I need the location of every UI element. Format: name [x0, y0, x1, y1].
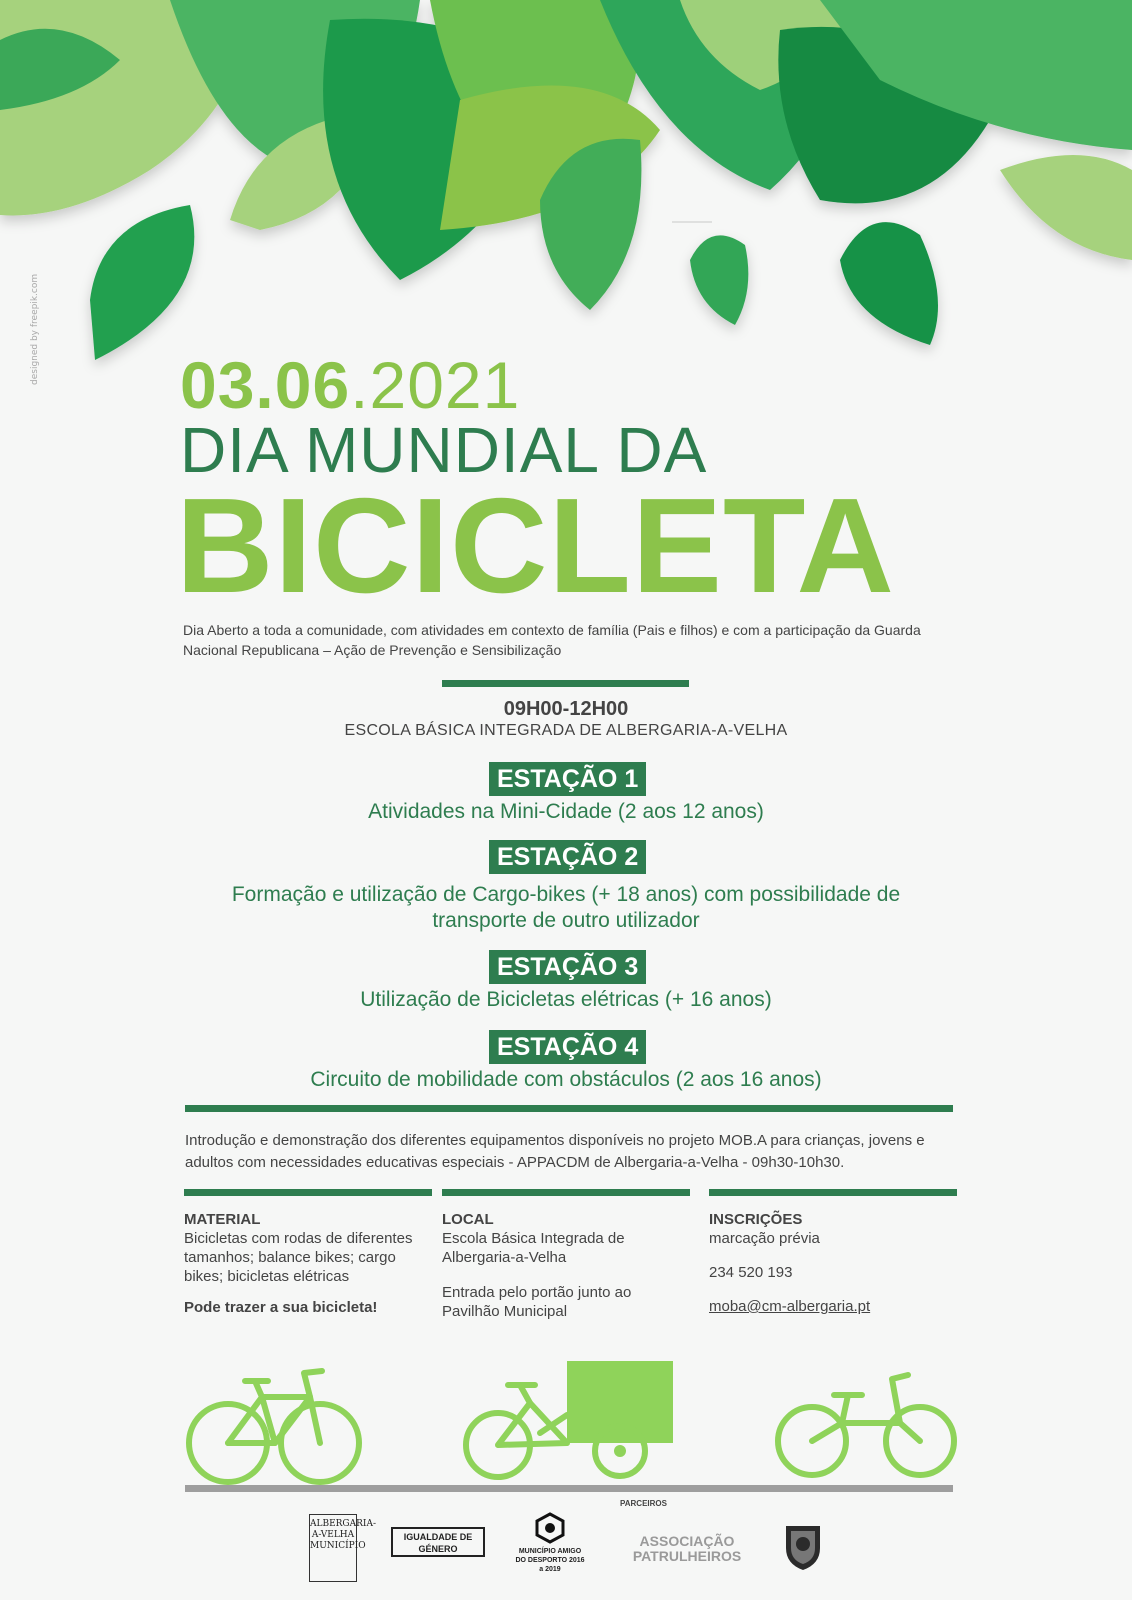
- divider-inscricoes: [709, 1189, 957, 1196]
- gnr-crest-logo: [782, 1522, 824, 1572]
- station-1-text: Atividades na Mini-Cidade (2 aos 12 anos): [368, 800, 764, 823]
- inscricoes-email-link[interactable]: moba@cm-albergaria.pt: [709, 1298, 871, 1315]
- local-line-1: Escola Básica Integrada de Albergaria-a-Velha: [442, 1230, 625, 1266]
- title-line-1: DIA MUNDIAL DA: [180, 414, 708, 486]
- divider-local: [442, 1189, 690, 1196]
- station-4-text: Circuito de mobilidade com obstáculos (2 aos 16 anos): [310, 1068, 822, 1091]
- material-heading: MATERIAL: [184, 1211, 261, 1228]
- title-line-2: BICICLETA: [176, 470, 895, 621]
- station-1-badge: ESTAÇÃO 1: [489, 762, 646, 796]
- divider-top: [442, 680, 689, 687]
- date-year: .2021: [350, 348, 521, 422]
- note-text: Introdução e demonstração dos diferentes equipamentos disponíveis no projeto MOB.A para crianças, jovens e adultos com necessidades educativas especiais - APPACDM de Albergaria-a-Velha - 09h30-10h30.: [185, 1132, 925, 1171]
- divider-middle: [185, 1105, 953, 1112]
- station-3-badge: ESTAÇÃO 3: [489, 950, 646, 984]
- e-bike-icon: [778, 1375, 954, 1475]
- bicycle-icon: [189, 1371, 359, 1482]
- igualdade-genero-logo: [391, 1527, 485, 1557]
- schedule-place: ESCOLA BÁSICA INTEGRADA DE ALBERGARIA-A-VELHA: [344, 722, 788, 739]
- inscricoes-phone: 234 520 193: [709, 1264, 793, 1281]
- partners-label: PARCEIROS: [620, 1499, 667, 1508]
- station-4-badge: ESTAÇÃO 4: [489, 1030, 646, 1064]
- local-line-2: Entrada pelo portão junto ao Pavilhão Municipal: [442, 1284, 632, 1320]
- igualdade-genero-logo-text: IGUALDADE DE GÉNERO: [403, 1532, 473, 1554]
- local-column: [442, 1210, 682, 1321]
- gnr-crest-icon: [782, 1522, 824, 1572]
- municipio-amigo-desporto-logo: [515, 1512, 585, 1578]
- desporto-emblem-icon: [535, 1512, 565, 1544]
- bicycles-illustration: [0, 1355, 1132, 1485]
- intro-text: Dia Aberto a toda a comunidade, com atividades em contexto de família (Pais e filhos) e com a participação da Guarda Nacional Republicana – Ação de Prevenção e Sensibilização: [183, 622, 921, 658]
- local-heading: LOCAL: [442, 1211, 494, 1228]
- material-column: [184, 1210, 419, 1317]
- partners-logos: [0, 1510, 1132, 1600]
- patrulheiros-logo-text: ASSOCIAÇÃO PATRULHEIROS: [632, 1533, 742, 1564]
- date-day-month: 03.06: [180, 348, 351, 422]
- inscricoes-line-1: marcação prévia: [709, 1230, 820, 1247]
- albergaria-logo: [309, 1514, 376, 1582]
- station-2-badge: ESTAÇÃO 2: [489, 840, 646, 874]
- station-3-text: Utilização de Bicicletas elétricas (+ 16 anos): [360, 988, 772, 1011]
- event-date: [180, 348, 521, 422]
- patrulheiros-logo: [620, 1534, 754, 1564]
- divider-bottom: [185, 1485, 953, 1492]
- material-text: Bicicletas com rodas de diferentes tamanhos; balance bikes; cargo bikes; bicicletas elétricas: [184, 1230, 413, 1285]
- leaves-decoration: [0, 0, 1132, 380]
- material-emphasis: Pode trazer a sua bicicleta!: [184, 1299, 378, 1316]
- freepik-credit: designed by freepik.com: [30, 273, 40, 385]
- station-2-text: Formação e utilização de Cargo-bikes (+ 18 anos) com possibilidade de transporte de outro utilizador: [231, 883, 901, 932]
- albergaria-logo-text: ALBERGARIA-A-VELHA MUNICÍPIO: [310, 1519, 376, 1551]
- cargo-bike-icon: [466, 1361, 673, 1477]
- desporto-logo-text: MUNICÍPIO AMIGO DO DESPORTO 2016 a 2019: [515, 1548, 585, 1573]
- schedule-time: 09H00-12H00: [503, 698, 629, 720]
- inscricoes-heading: INSCRIÇÕES: [709, 1211, 803, 1228]
- inscricoes-column: [709, 1210, 949, 1316]
- divider-material: [184, 1189, 432, 1196]
